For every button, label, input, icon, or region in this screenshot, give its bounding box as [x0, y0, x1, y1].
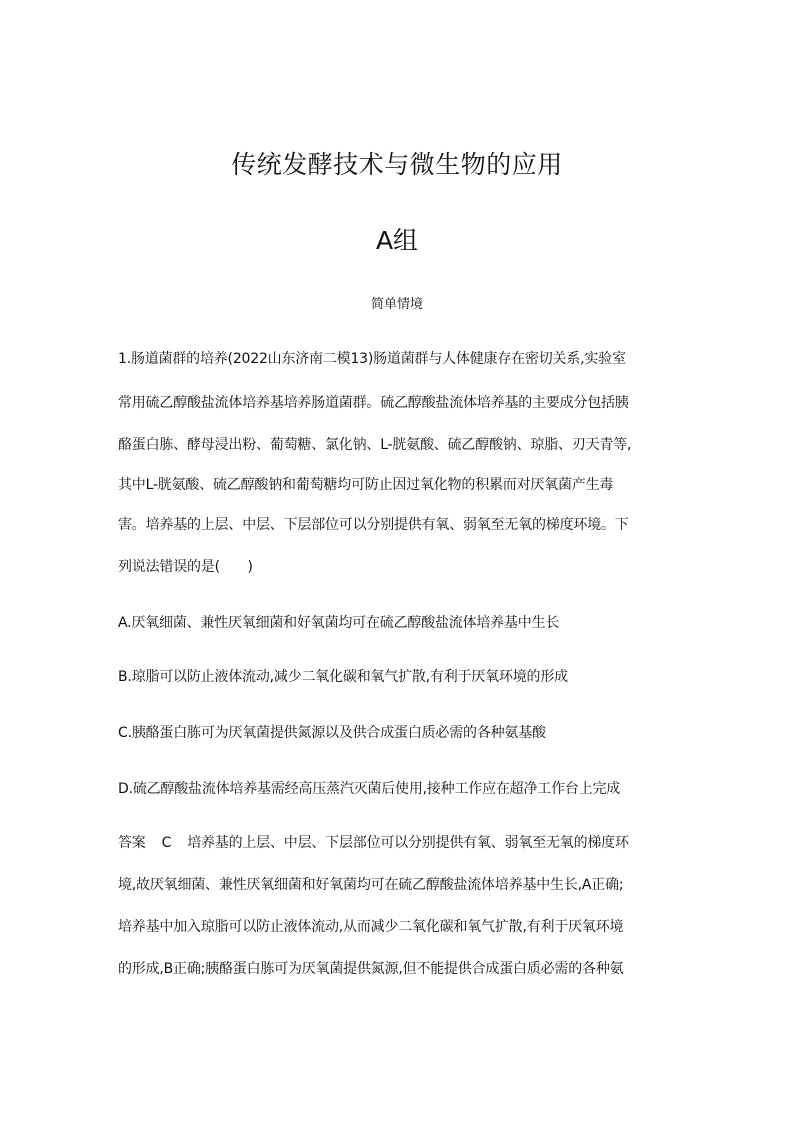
answer-line-3: 培养基中加入琼脂可以防止液体流动,从而减少二氧化碳和氧气扩散,有利于厌氧环境	[118, 919, 624, 935]
question-stem-line-1: 1.肠道菌群的培养(2022山东济南二模13)肠道菌群与人体健康存在密切关系,实验室	[118, 351, 626, 367]
question-stem-line-3: 酪蛋白胨、酵母浸出粉、葡萄糖、氯化钠、L-胱氨酸、硫乙醇酸钠、琼脂、刃天青等,	[118, 437, 632, 453]
question-stem-line-6: 列说法错误的是( )	[118, 559, 253, 575]
section-subheading: 简单情境	[370, 297, 423, 312]
question-stem-line-4: 其中L-胱氨酸、硫乙醇酸钠和葡萄糖均可防止因过氧化物的积累而对厌氧菌产生毒	[118, 477, 614, 493]
page-title: 传统发酵技术与微生物的应用	[231, 150, 563, 179]
group-heading: A组	[375, 226, 419, 255]
answer-key: C	[161, 835, 172, 851]
option-c: C.胰酪蛋白胨可为厌氧菌提供氮源以及供合成蛋白质必需的各种氨基酸	[118, 725, 546, 741]
option-d: D.硫乙醇酸盐流体培养基需经高压蒸汽灭菌后使用,接种工作应在超净工作台上完成	[118, 781, 621, 797]
option-a: A.厌氧细菌、兼性厌氧细菌和好氧菌均可在硫乙醇酸盐流体培养基中生长	[118, 615, 560, 631]
answer-text-start: 培养基的上层、中层、下层部位可以分别提供有氧、弱氧至无氧的梯度环	[187, 835, 629, 851]
answer-line-4: 的形成,B正确;胰酪蛋白胨可为厌氧菌提供氮源,但不能提供合成蛋白质必需的各种氨	[118, 961, 624, 977]
answer-line-1	[118, 832, 678, 854]
question-stem-line-5: 害。培养基的上层、中层、下层部位可以分别提供有氧、弱氧至无氧的梯度环境。下	[118, 517, 629, 533]
question-stem-line-2: 常用硫乙醇酸盐流体培养基培养肠道菌群。硫乙醇酸盐流体培养基的主要成分包括胰	[118, 395, 629, 411]
option-b: B.琼脂可以防止液体流动,减少二氧化碳和氧气扩散,有利于厌氧环境的形成	[118, 669, 568, 685]
answer-line-2: 境,故厌氧细菌、兼性厌氧细菌和好氧菌均可在硫乙醇酸盐流体培养基中生长,A正确;	[118, 877, 624, 893]
answer-label: 答案	[118, 835, 146, 851]
